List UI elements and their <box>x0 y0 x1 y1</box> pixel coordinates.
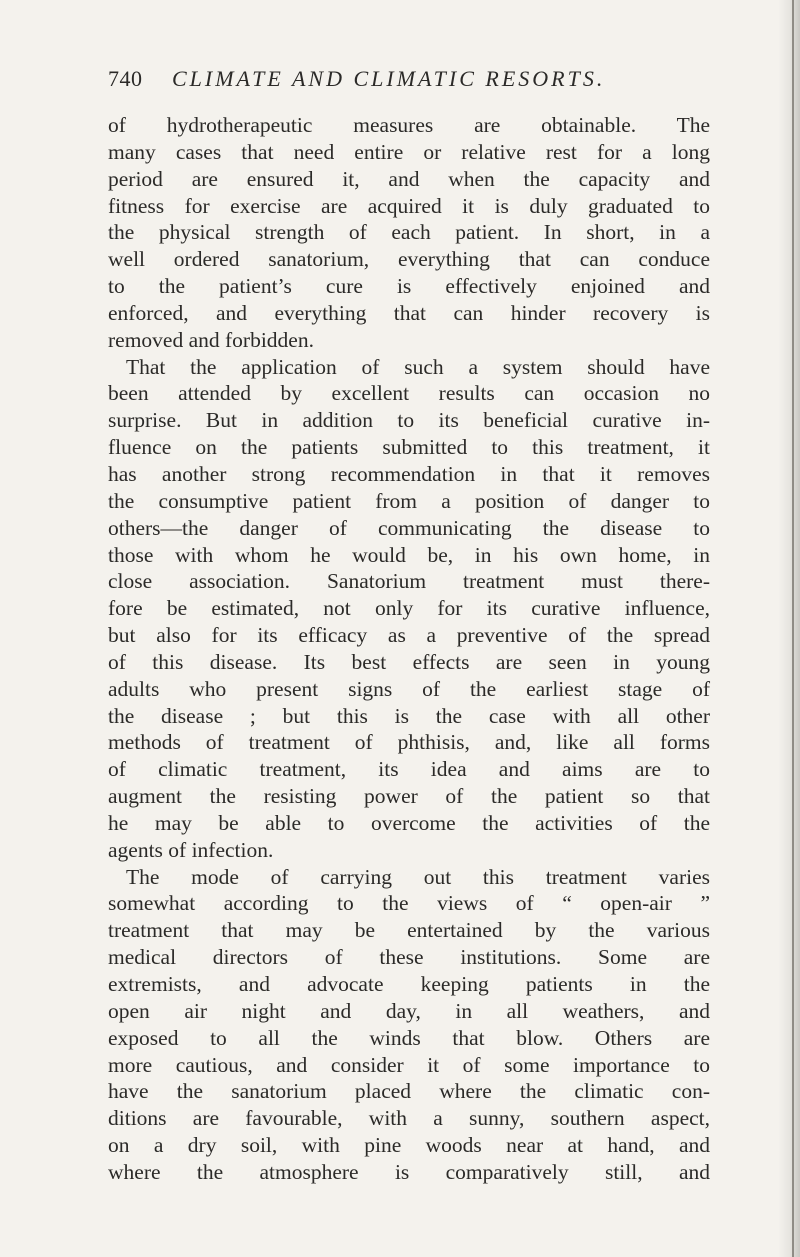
text-line: where the atmosphere is comparatively still, and <box>108 1159 710 1184</box>
text-line: augment the resisting power of the patient so that <box>108 784 710 809</box>
text-line: period are ensured it, and when the capacity and <box>108 166 710 191</box>
text-line: have the sanatorium placed where the climatic con- <box>108 1079 710 1104</box>
text-line: The mode of carrying out this treatment varies <box>126 864 710 889</box>
text-line: ditions are favourable, with a sunny, southern aspect, <box>108 1106 710 1131</box>
text-line: medical directors of these institutions. Some are <box>108 945 710 970</box>
text-line: fluence on the patients submitted to this treatment, it <box>108 435 710 460</box>
page-gutter-shadow <box>778 0 800 1257</box>
text-line: close association. Sanatorium treatment must there- <box>108 569 710 594</box>
page-body <box>108 112 710 1186</box>
text-line: on a dry soil, with pine woods near at hand, and <box>108 1133 710 1158</box>
text-line: removed and forbidden. <box>108 327 314 352</box>
text-line: enforced, and everything that can hinder recovery is <box>108 300 710 325</box>
running-title: CLIMATE AND CLIMATIC RESORTS. <box>172 66 606 91</box>
page-gutter-edge <box>792 0 794 1257</box>
text-line: to the patient’s cure is effectively enjoined and <box>108 274 710 299</box>
text-line: many cases that need entire or relative rest for a long <box>108 139 710 164</box>
text-line: methods of treatment of phthisis, and, like all forms <box>108 730 710 755</box>
paragraph-1 <box>108 112 710 354</box>
text-line: the physical strength of each patient. In short, in a <box>108 220 710 245</box>
text-line: but also for its efficacy as a preventive of the spread <box>108 623 710 648</box>
text-line: those with whom he would be, in his own home, in <box>108 542 710 567</box>
paragraph-3 <box>108 864 710 1186</box>
text-line: the disease ; but this is the case with all other <box>108 703 710 728</box>
text-line: well ordered sanatorium, everything that can conduce <box>108 247 710 272</box>
text-line: he may be able to overcome the activities of the <box>108 810 710 835</box>
text-line: others—the danger of communicating the disease to <box>108 515 710 540</box>
text-line: been attended by excellent results can occasion no <box>108 381 710 406</box>
text-line: exposed to all the winds that blow. Others are <box>108 1025 710 1050</box>
text-line: somewhat according to the views of “ open-air ” <box>108 891 710 916</box>
text-line: fitness for exercise are acquired it is duly graduated to <box>108 193 710 218</box>
text-line: adults who present signs of the earliest stage of <box>108 676 710 701</box>
page-number: 740 <box>108 66 143 91</box>
text-line: fore be estimated, not only for its curative influence, <box>108 596 710 621</box>
text-line: open air night and day, in all weathers, and <box>108 998 710 1023</box>
page-header <box>108 62 708 98</box>
text-line: surprise. But in addition to its beneficial curative in- <box>108 408 710 433</box>
paragraph-2 <box>108 354 710 864</box>
text-line: has another strong recommendation in that it removes <box>108 461 710 486</box>
text-line: more cautious, and consider it of some importance to <box>108 1052 710 1077</box>
text-line: of climatic treatment, its idea and aims are to <box>108 757 710 782</box>
text-line: extremists, and advocate keeping patients in the <box>108 972 710 996</box>
text-line: of hydrotherapeutic measures are obtainable. The <box>108 113 710 137</box>
text-line: treatment that may be entertained by the various <box>108 918 710 943</box>
text-line: of this disease. Its best effects are seen in young <box>108 649 710 674</box>
text-line: the consumptive patient from a position of danger to <box>108 488 710 513</box>
text-line: agents of infection. <box>108 837 274 862</box>
text-line: That the application of such a system should have <box>126 354 710 379</box>
